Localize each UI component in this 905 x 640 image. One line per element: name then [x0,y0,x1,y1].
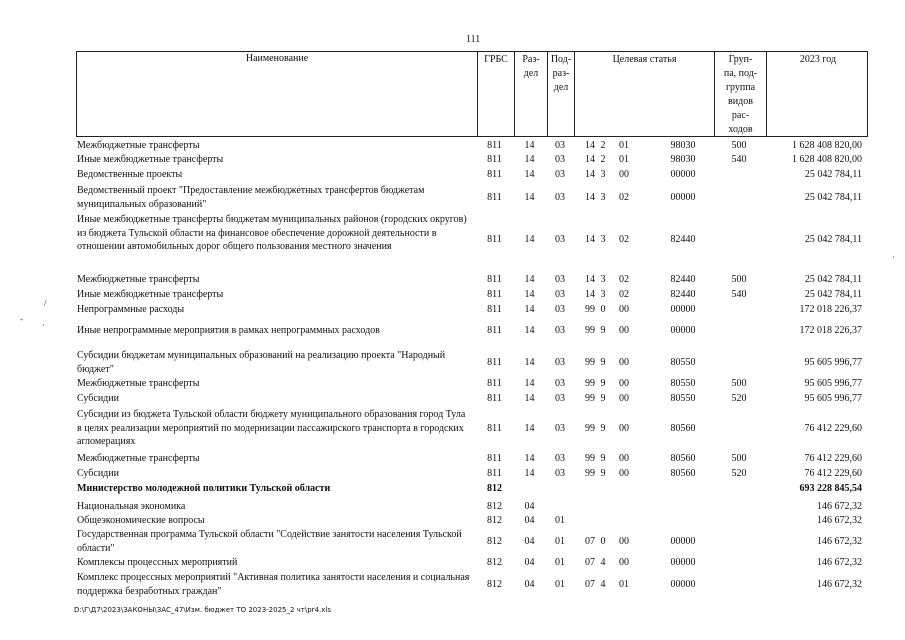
cell-grbs: 812 [487,535,502,547]
cell-rz: 14 [524,378,535,389]
cell-t2: 0 [600,304,606,315]
cell-grbs: 812 [487,515,502,526]
cell-t2: 9 [600,468,606,479]
page-number: 111 [466,34,481,45]
cell-amount: 95 605 996,77 [804,393,862,404]
row-name: Комплекс процессных мероприятий "Активная политика занятости населения и социальная поддержка безработных граждан" [77,572,470,597]
cell-rz: 14 [524,325,535,336]
cell-t1: 14 [585,289,595,300]
cell-vr: 500 [731,274,747,285]
cell-prz: 03 [555,154,565,165]
cell-rz: 14 [524,140,535,151]
cell-amount: 146 672,32 [817,535,862,547]
cell-t2: 9 [600,422,606,434]
cell-t4: 00000 [670,535,696,547]
cell-t3: 01 [619,154,629,165]
cell-t1: 99 [585,356,595,368]
cell-vr: 540 [731,154,747,165]
cell-t3: 00 [619,453,629,464]
cell-rz: 14 [524,453,535,464]
cell-prz: 03 [555,169,565,180]
cell-prz: 03 [555,356,565,368]
row-name: Ведомственные проекты [77,169,183,180]
cell-t4: 00000 [670,169,696,180]
cell-t4: 00000 [670,325,696,336]
scan-mark: · [42,320,45,330]
cell-rz: 14 [524,422,535,434]
cell-t3: 02 [619,191,629,203]
row-name: Субсидии [77,468,119,479]
cell-t4: 80550 [670,378,696,389]
cell-vr: 520 [731,468,747,479]
cell-rz: 14 [524,356,535,368]
cell-grbs: 811 [487,393,502,404]
cell-amount: 25 042 784,11 [804,191,862,203]
cell-t4: 00000 [670,191,696,203]
cell-t3: 00 [619,535,629,547]
row-name: Межбюджетные трансферты [77,140,200,151]
cell-grbs: 811 [487,468,502,479]
table-row [76,556,868,570]
cell-prz: 01 [555,515,565,526]
cell-amount: 25 042 784,11 [804,289,862,300]
scan-mark: / [44,298,47,308]
cell-grbs: 811 [487,289,502,300]
row-name: Иные межбюджетные трансферты [77,289,224,300]
cell-t1: 99 [585,325,595,336]
cell-prz: 03 [555,325,565,336]
cell-t4: 00000 [670,557,696,568]
cell-prz: 01 [555,535,565,547]
cell-grbs: 812 [487,578,502,590]
cell-prz: 03 [555,468,565,479]
cell-rz: 14 [524,234,535,246]
table-row [76,303,868,317]
row-name: Комплексы процессных мероприятий [77,557,238,568]
table-header [76,51,868,137]
cell-rz: 04 [524,557,535,568]
cell-t1: 07 [585,557,595,568]
cell-t2: 0 [600,535,606,547]
cell-rz: 04 [524,515,535,526]
cell-grbs: 811 [487,234,502,246]
cell-grbs: 811 [487,191,502,203]
row-name: Непрограммные расходы [77,304,185,315]
cell-t1: 07 [585,578,595,590]
cell-grbs: 812 [487,557,502,568]
row-name: Государственная программа Тульской области "Содействие занятости населения Тульской области" [77,529,462,554]
table-row [76,467,868,481]
cell-t1: 14 [585,191,595,203]
cell-rz: 04 [524,501,535,512]
cell-prz: 03 [555,453,565,464]
cell-amount: 146 672,32 [817,578,862,590]
row-name: Иные межбюджетные трансферты [77,154,224,165]
header-podrazdel: Под- раз- дел [547,52,574,136]
header-grbs: ГРБС [477,52,514,136]
cell-amount: 1 628 408 820,00 [792,154,862,165]
cell-t1: 99 [585,453,595,464]
cell-rz: 14 [524,304,535,315]
cell-amount: 76 412 229,60 [804,422,862,434]
cell-t3: 01 [619,140,629,151]
row-name: Национальная экономика [77,501,186,512]
row-name: Субсидии [77,393,119,404]
row-name: Общеэкономические вопросы [77,515,205,526]
table-row [76,452,868,466]
cell-grbs: 811 [487,274,502,285]
row-name: Министерство молодежной политики Тульской области [77,483,331,494]
cell-amount: 146 672,32 [817,515,862,526]
row-name: Иные межбюджетные трансферты бюджетам муниципальных районов (городских округов) из бюджета Тульской области на финансовое обеспечение дорожной деятельности в отношении автомобильных дорог общего пользования местного значения [77,214,467,252]
cell-prz: 03 [555,393,565,404]
cell-t2: 9 [600,356,606,368]
cell-t3: 02 [619,274,629,285]
cell-t2: 2 [600,154,606,165]
table-row [76,153,868,167]
cell-t1: 07 [585,535,595,547]
cell-t3: 00 [619,422,629,434]
cell-t2: 9 [600,393,606,404]
table-row [76,273,868,287]
cell-t3: 00 [619,378,629,389]
cell-grbs: 811 [487,169,502,180]
row-name: Субсидии из бюджета Тульской области бюджету муниципального образования город Тула в целях реализации мероприятий по модернизации пассажирского транспорта в городских агломерациях [77,409,466,447]
cell-prz: 03 [555,378,565,389]
table-row [76,324,868,338]
cell-t1: 14 [585,169,595,180]
cell-t4: 80550 [670,356,696,368]
scan-mark: · [892,252,895,262]
cell-amount: 25 042 784,11 [804,169,862,180]
cell-grbs: 811 [487,422,502,434]
header-group: Груп- па, под- группа видов рас- ходов [714,52,766,136]
header-razdel: Раз- дел [514,52,547,136]
cell-t1: 14 [585,154,595,165]
row-name: Ведомственный проект "Предоставление межбюджетных трансфертов бюджетам муниципальных образований" [77,185,425,210]
cell-t1: 14 [585,140,595,151]
cell-t3: 00 [619,356,629,368]
cell-amount: 95 605 996,77 [804,356,862,368]
cell-prz: 01 [555,578,565,590]
cell-t2: 3 [600,274,606,285]
cell-t4: 98030 [670,154,696,165]
cell-t2: 3 [600,289,606,300]
cell-rz: 04 [524,578,535,590]
file-path-footer: D:\Г\Д7\2023\ЗАКОНЫ\ЗАС_47\Изм. бюджет ТО 2023-2025_2 чт\pr4.xls [74,606,331,614]
cell-vr: 540 [731,289,747,300]
cell-t2: 2 [600,140,606,151]
cell-prz: 03 [555,289,565,300]
cell-t2: 3 [600,169,606,180]
cell-rz: 04 [524,535,535,547]
cell-t3: 02 [619,234,629,246]
table-row [76,408,868,449]
cell-grbs: 811 [487,304,502,315]
cell-amount: 172 018 226,37 [799,304,862,315]
cell-t2: 3 [600,191,606,203]
cell-t3: 00 [619,325,629,336]
cell-t4: 98030 [670,140,696,151]
table-row [76,571,868,598]
cell-rz: 14 [524,393,535,404]
cell-grbs: 811 [487,356,502,368]
cell-t3: 00 [619,393,629,404]
header-year: 2023 год [766,52,869,136]
cell-t4: 00000 [670,304,696,315]
table-row [76,392,868,406]
cell-amount: 693 228 845,54 [799,483,862,494]
cell-t2: 9 [600,325,606,336]
cell-t3: 00 [619,468,629,479]
cell-t1: 99 [585,304,595,315]
cell-amount: 25 042 784,11 [804,274,862,285]
cell-rz: 14 [524,468,535,479]
cell-amount: 95 605 996,77 [804,378,862,389]
cell-t1: 14 [585,234,595,246]
cell-t3: 00 [619,304,629,315]
cell-t4: 00000 [670,578,696,590]
table-row [76,514,868,528]
cell-grbs: 811 [487,140,502,151]
cell-prz: 01 [555,557,565,568]
row-name: Иные непрограммные мероприятия в рамках непрограммных расходов [77,325,380,336]
cell-prz: 03 [555,422,565,434]
table-row [76,213,868,267]
cell-grbs: 811 [487,378,502,389]
cell-t2: 4 [600,557,606,568]
table-row [76,482,868,496]
cell-t4: 80560 [670,468,696,479]
table-row [76,377,868,391]
cell-vr: 520 [731,393,747,404]
cell-rz: 14 [524,289,535,300]
cell-t1: 99 [585,422,595,434]
row-name: Субсидии бюджетам муниципальных образований на реализацию проекта "Народный бюджет" [77,350,446,375]
cell-amount: 1 628 408 820,00 [792,140,862,151]
header-name: Наименование [245,53,309,64]
table-row [76,139,868,153]
cell-t4: 82440 [670,234,696,246]
cell-t4: 82440 [670,289,696,300]
cell-t2: 4 [600,578,606,590]
table-row [76,528,868,555]
cell-t2: 9 [600,378,606,389]
cell-grbs: 811 [487,325,502,336]
header-target: Целевая статья [574,52,714,136]
cell-grbs: 811 [487,154,502,165]
row-name: Межбюджетные трансферты [77,453,200,464]
cell-grbs: 811 [487,453,502,464]
cell-prz: 03 [555,304,565,315]
table-row [76,168,868,182]
cell-rz: 14 [524,154,535,165]
cell-t4: 82440 [670,274,696,285]
cell-t1: 99 [585,468,595,479]
table-row [76,184,868,211]
cell-amount: 146 672,32 [817,557,862,568]
table-row [76,288,868,302]
cell-amount: 76 412 229,60 [804,453,862,464]
cell-rz: 14 [524,191,535,203]
cell-prz: 03 [555,234,565,246]
cell-vr: 500 [731,140,747,151]
cell-vr: 500 [731,453,747,464]
row-name: Межбюджетные трансферты [77,378,200,389]
cell-prz: 03 [555,191,565,203]
cell-t3: 00 [619,169,629,180]
cell-t4: 80550 [670,393,696,404]
scan-mark: - [20,314,23,324]
cell-rz: 14 [524,169,535,180]
cell-grbs: 812 [487,483,502,494]
cell-t3: 00 [619,557,629,568]
cell-vr: 500 [731,378,747,389]
table-row [76,349,868,376]
cell-prz: 03 [555,274,565,285]
cell-t1: 99 [585,378,595,389]
cell-amount: 76 412 229,60 [804,468,862,479]
cell-amount: 25 042 784,11 [804,234,862,246]
cell-rz: 14 [524,274,535,285]
cell-t2: 9 [600,453,606,464]
cell-t3: 01 [619,578,629,590]
cell-t4: 80560 [670,422,696,434]
table-row [76,500,868,514]
cell-t3: 02 [619,289,629,300]
cell-t1: 99 [585,393,595,404]
row-name: Межбюджетные трансферты [77,274,200,285]
cell-amount: 146 672,32 [817,501,862,512]
cell-grbs: 812 [487,501,502,512]
cell-t1: 14 [585,274,595,285]
cell-amount: 172 018 226,37 [799,325,862,336]
cell-t4: 80560 [670,453,696,464]
cell-prz: 03 [555,140,565,151]
cell-t2: 3 [600,234,606,246]
